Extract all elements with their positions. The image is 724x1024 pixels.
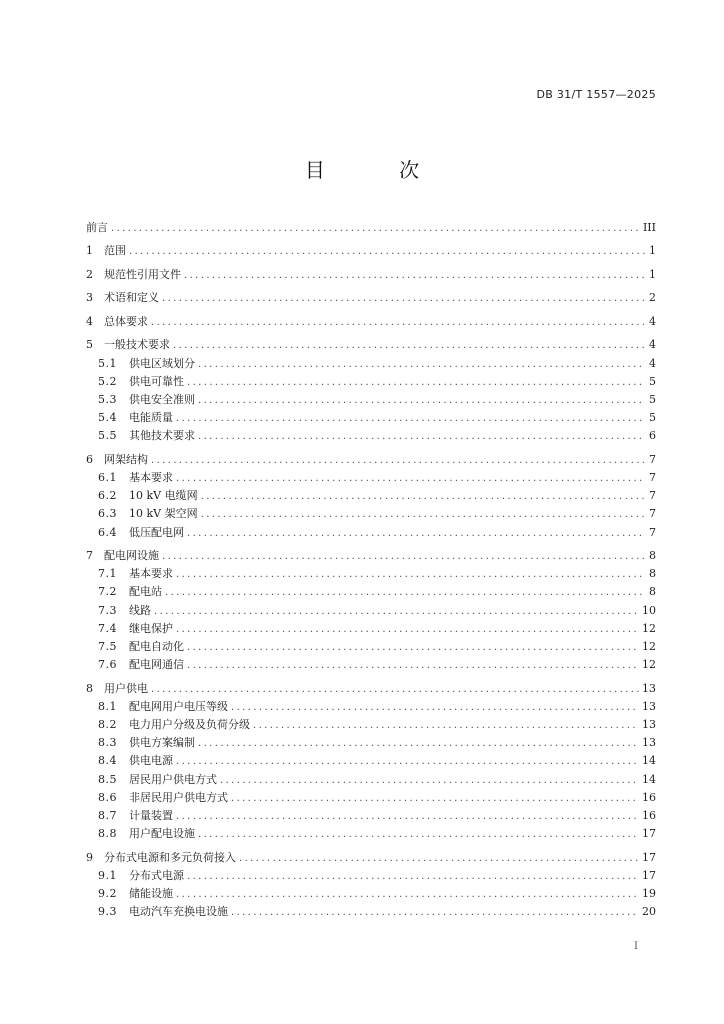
toc-entry-page: 12 [642,640,656,654]
toc-entry-label: 术语和定义 [104,291,159,305]
toc-leader-dots [198,392,645,410]
toc-entry-number: 6.4 [98,525,117,539]
toc-entry[interactable] [86,373,656,391]
toc-entry[interactable] [86,656,656,674]
toc-entry[interactable] [86,427,656,445]
toc-leader-dots [187,868,639,886]
toc-leader-dots [176,886,639,904]
toc-leader-dots [198,735,639,753]
toc-entry-label: 配电网设施 [104,549,159,563]
toc-entry-label: 分布式电源和多元负荷接入 [104,850,236,864]
toc-leader-dots [187,374,645,392]
toc-entry-number: 7.5 [98,640,117,654]
toc-entry-page: 20 [642,905,656,919]
toc-entry-label: 居民用户供电方式 [129,772,217,786]
toc-entry-number: 6.1 [98,471,117,485]
toc-entry-label: 配电网用户电压等级 [129,699,228,713]
toc-entry-number: 5.4 [98,411,117,425]
toc-entry-page: 16 [642,790,656,804]
toc-entry-label: 前言 [86,221,108,234]
toc-entry-number: 8.1 [98,699,117,713]
toc-entry-page: 8 [649,567,656,581]
toc-entry-label: 储能设施 [129,887,173,901]
toc-entry[interactable] [86,885,656,903]
toc-entry-page: 4 [649,338,656,352]
toc-entry-label: 供电区域划分 [129,356,195,370]
toc-leader-dots [111,220,640,238]
toc-leader-dots [176,410,645,428]
toc-entry-page: 8 [649,585,656,599]
toc-leader-dots [201,488,645,506]
toc-entry[interactable] [86,638,656,656]
toc-entry-number: 8.6 [98,790,117,804]
toc-entry[interactable] [86,219,656,237]
toc-entry-page: 7 [649,525,656,539]
toc-entry-page: 7 [649,471,656,485]
toc-entry-page: 4 [649,356,656,370]
toc-leader-dots [165,584,645,602]
toc-entry-page: 17 [642,827,656,841]
toc-leader-dots [198,356,645,374]
toc-entry-number: 5.1 [98,356,117,370]
toc-entry[interactable] [86,825,656,843]
toc-entry-page: III [642,221,656,234]
toc-leader-dots [231,790,639,808]
toc-entry[interactable] [86,771,656,789]
toc-entry[interactable] [86,620,656,638]
toc-entry-label: 网架结构 [104,452,148,466]
toc-entry-page: 13 [642,736,656,750]
toc-entry-page: 13 [642,699,656,713]
toc-entry-number: 7.2 [98,585,117,599]
toc-leader-dots [198,826,639,844]
toc-entry-page: 1 [649,244,656,258]
toc-entry-label: 线路 [129,603,151,617]
toc-leader-dots [220,772,639,790]
toc-entry-number: 6.3 [98,507,117,521]
toc-entry-page: 13 [642,681,656,695]
toc-leader-dots [187,657,639,675]
toc-entry[interactable] [86,505,656,523]
toc-entry-number: 7 [86,549,93,563]
toc-entry-number: 9.3 [98,905,117,919]
toc-entry-page: 14 [642,754,656,768]
toc-entry-number: 8.8 [98,827,117,841]
toc-entry-page: 12 [642,658,656,672]
toc-entry-number: 7.1 [98,567,117,581]
toc-entry[interactable] [86,903,656,921]
toc-entry-label: 分布式电源 [129,868,184,882]
toc-leader-dots [187,525,645,543]
toc-entry[interactable] [86,242,656,260]
toc-entry-number: 5 [86,338,93,352]
toc-entry-page: 7 [649,489,656,503]
toc-entry-page: 5 [649,392,656,406]
toc-entry-label: 一般技术要求 [104,338,170,352]
toc-entry[interactable] [86,469,656,487]
toc-entry[interactable] [86,849,656,867]
toc-entry-label: 10 kV 电缆网 [129,489,198,503]
toc-leader-dots [187,639,639,657]
toc-entry-number: 5.2 [98,374,117,388]
toc-entry[interactable] [86,336,656,354]
toc-entry[interactable] [86,409,656,427]
toc-entry-number: 9.1 [98,868,117,882]
toc-entry-page: 16 [642,809,656,822]
toc-entry-number: 3 [86,291,93,305]
page-title: 目 次 [304,158,454,182]
toc-entry-label: 计量装置 [129,809,173,822]
toc-entry[interactable] [86,734,656,752]
toc-entry-number: 8.3 [98,736,117,750]
toc-entry[interactable] [86,716,656,734]
toc-leader-dots [176,566,645,584]
toc-leader-dots [173,337,645,355]
toc-leader-dots [162,548,645,566]
page-number: I [634,941,638,952]
toc-entry-number: 1 [86,244,93,258]
toc-entry-label: 10 kV 架空网 [129,507,198,521]
toc-leader-dots [176,808,639,826]
toc-entry[interactable] [86,547,656,565]
toc-entry-label: 用户配电设施 [129,827,195,841]
toc-entry-label: 用户供电 [104,681,148,695]
toc-leader-dots [154,603,639,621]
toc-entry-number: 9.2 [98,887,117,901]
toc-entry[interactable] [86,487,656,505]
toc-entry-number: 8 [86,681,93,695]
toc-entry-number: 9 [86,850,93,864]
toc-entry-label: 其他技术要求 [129,429,195,443]
toc-entry-number: 2 [86,267,93,281]
toc-entry[interactable] [86,583,656,601]
toc-entry[interactable] [86,524,656,542]
toc-entry-number: 8.4 [98,754,117,768]
toc-leader-dots [253,717,639,735]
toc-entry-page: 7 [649,507,656,521]
toc-entry[interactable] [86,313,656,331]
toc-entry[interactable] [86,289,656,307]
toc-entry-page: 4 [649,314,656,328]
toc-entry[interactable] [86,266,656,284]
toc-entry-number: 5.5 [98,429,117,443]
toc-leader-dots [176,753,639,771]
toc-leader-dots [151,314,645,332]
toc-leader-dots [184,267,645,285]
toc-entry-number: 7.3 [98,603,117,617]
toc-entry-label: 非居民用户供电方式 [129,790,228,804]
toc-leader-dots [151,452,645,470]
toc-entry-label: 配电自动化 [129,640,184,654]
toc-entry[interactable] [86,451,656,469]
toc-entry-number: 6 [86,452,93,466]
toc-entry-label: 规范性引用文件 [104,267,181,281]
toc-entry[interactable] [86,698,656,716]
toc-entry-label: 低压配电网 [129,525,184,539]
toc-leader-dots [176,621,639,639]
toc-entry-number: 8.2 [98,718,117,732]
toc-entry-page: 2 [649,291,656,305]
toc-entry-page: 17 [642,868,656,882]
toc-entry-page: 12 [642,621,656,635]
toc-entry[interactable] [86,602,656,620]
toc-entry-page: 19 [642,887,656,901]
toc-entry-number: 7.6 [98,658,117,672]
toc-leader-dots [239,850,639,868]
toc-entry-label: 电能质量 [129,411,173,425]
toc-entry[interactable] [86,807,656,825]
toc-entry-page: 1 [649,267,656,281]
toc-entry-page: 8 [649,549,656,563]
toc-entry-label: 继电保护 [129,621,173,635]
toc-entry-label: 供电可靠性 [129,374,184,388]
toc-entry-page: 5 [649,411,656,425]
toc-entry-page: 7 [649,452,656,466]
toc-entry-label: 电力用户分级及负荷分级 [129,718,250,732]
toc-entry-number: 4 [86,314,93,328]
toc-leader-dots [231,904,639,922]
toc-entry-label: 配电网通信 [129,658,184,672]
toc-entry-label: 基本要求 [129,567,173,581]
toc-entry-page: 13 [642,718,656,732]
toc-entry-page: 5 [649,374,656,388]
toc-entry[interactable] [86,680,656,698]
toc-entry-label: 供电电源 [129,754,173,768]
toc-entry-label: 总体要求 [104,314,148,328]
toc-entry-label: 配电站 [129,585,162,599]
toc-entry[interactable] [86,391,656,409]
toc-leader-dots [176,470,645,488]
table-of-contents [86,219,656,921]
toc-leader-dots [151,681,639,699]
toc-entry-page: 17 [642,850,656,864]
toc-entry-number: 6.2 [98,489,117,503]
toc-entry-number: 5.3 [98,392,117,406]
toc-entry[interactable] [86,752,656,770]
toc-leader-dots [129,243,645,261]
toc-leader-dots [201,506,645,524]
toc-entry[interactable] [86,789,656,807]
toc-entry-page: 14 [642,772,656,786]
toc-entry-label: 范围 [104,244,126,258]
toc-entry-number: 8.7 [98,809,117,822]
toc-entry-label: 电动汽车充换电设施 [129,905,228,919]
toc-entry-number: 7.4 [98,621,117,635]
toc-entry-label: 供电安全准则 [129,392,195,406]
toc-entry-label: 供电方案编制 [129,736,195,750]
toc-entry-label: 基本要求 [129,471,173,485]
toc-entry-number: 8.5 [98,772,117,786]
toc-entry-page: 6 [649,429,656,443]
document-code: DB 31/T 1557—2025 [536,88,656,101]
toc-leader-dots [198,428,645,446]
toc-entry-page: 10 [642,603,656,617]
toc-entry[interactable] [86,565,656,583]
toc-entry[interactable] [86,355,656,373]
toc-leader-dots [162,290,645,308]
toc-entry[interactable] [86,867,656,885]
toc-leader-dots [231,699,639,717]
